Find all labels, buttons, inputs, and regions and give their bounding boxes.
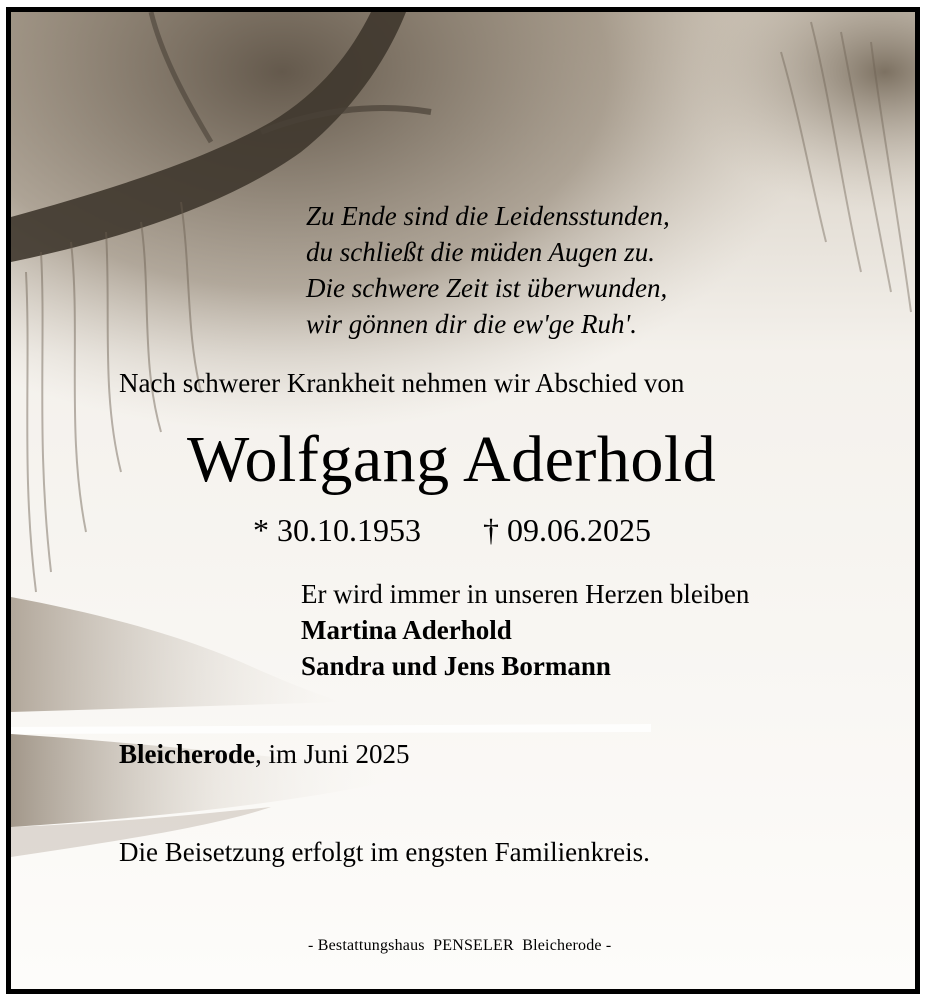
life-dates (253, 512, 651, 549)
poem-line: wir gönnen dir die ew'ge Ruh'. (306, 309, 638, 339)
deceased-name: Wolfgang Aderhold (187, 423, 717, 496)
birth-date: * 30.10.1953 (253, 512, 421, 548)
poem-line: du schließt die müden Augen zu. (306, 237, 655, 267)
mourner-name: Sandra und Jens Bormann (301, 651, 611, 681)
obituary-frame (6, 7, 920, 994)
undertaker-line: - Bestattungshaus PENSELER Bleicherode - (308, 937, 612, 954)
remembrance-line: Er wird immer in unseren Herzen bleiben (301, 579, 750, 609)
place-date (119, 739, 410, 770)
funeral-notice: Die Beisetzung erfolgt im engsten Familienkreis. (119, 837, 650, 867)
place-town: Bleicherode (119, 739, 255, 769)
mourner-name: Martina Aderhold (301, 615, 512, 645)
mourners-block (301, 576, 749, 684)
poem-line: Zu Ende sind die Leidensstunden, (306, 201, 670, 231)
death-date: † 09.06.2025 (483, 512, 651, 548)
place-month: , im Juni 2025 (254, 739, 410, 769)
poem (306, 198, 670, 342)
farewell-intro: Nach schwerer Krankheit nehmen wir Abschied von (119, 368, 685, 398)
poem-line: Die schwere Zeit ist überwunden, (306, 273, 668, 303)
